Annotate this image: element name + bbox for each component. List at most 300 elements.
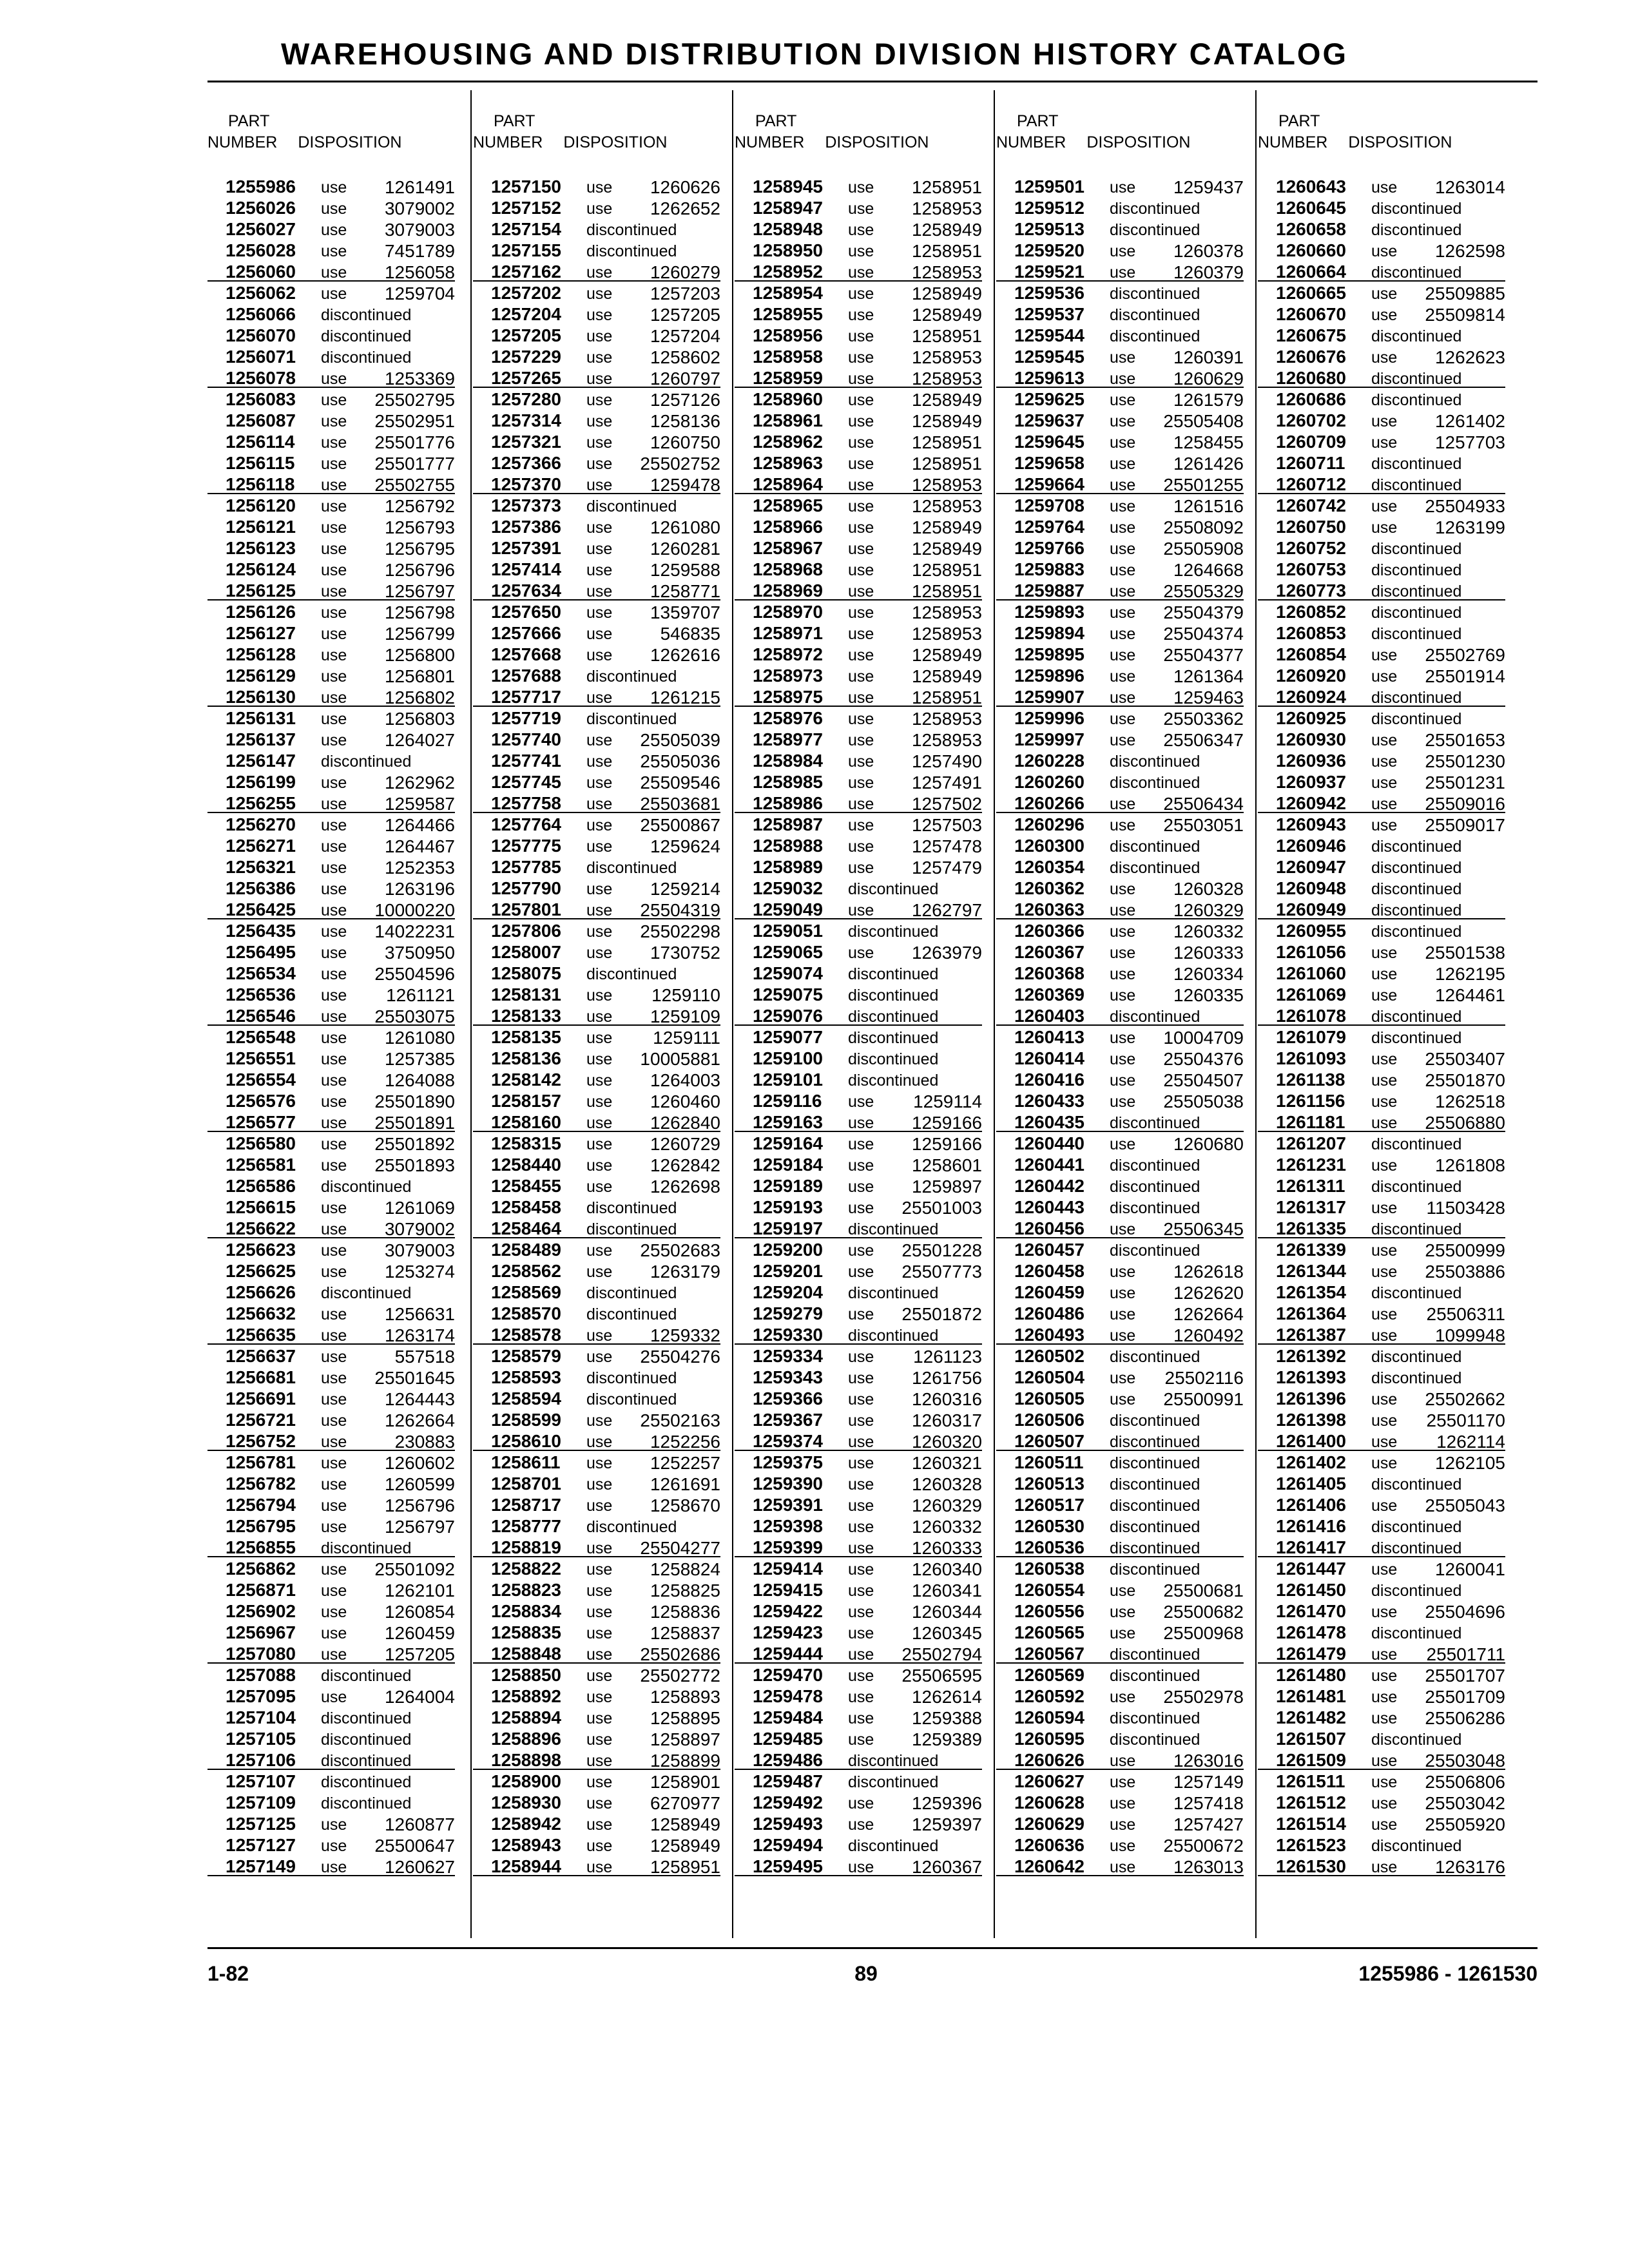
- header-part: PART: [755, 112, 797, 130]
- part-number: 1258964: [753, 474, 824, 494]
- table-row: [996, 1238, 1244, 1260]
- part-number: 1256066: [226, 304, 296, 324]
- disposition-use: use: [321, 689, 347, 707]
- part-number: 1257321: [491, 432, 562, 452]
- table-row: [1258, 834, 1505, 856]
- replacement-part-number: 25500991: [1163, 1389, 1244, 1409]
- disposition-use: use: [321, 1199, 347, 1217]
- replacement-part-number: 1262664: [1173, 1304, 1244, 1324]
- table-row: [735, 367, 982, 388]
- disposition-use: use: [321, 795, 347, 813]
- part-number: 1256623: [226, 1240, 296, 1260]
- table-row: [473, 1855, 720, 1876]
- part-number: 1260368: [1014, 963, 1085, 983]
- table-row: [996, 1557, 1244, 1579]
- disposition-use: use: [321, 1412, 347, 1430]
- table-row: [473, 1472, 720, 1494]
- part-number: 1260930: [1276, 729, 1347, 749]
- table-row: [473, 579, 720, 601]
- disposition-use: use: [586, 1157, 613, 1175]
- part-number: 1261416: [1276, 1516, 1347, 1536]
- part-number: 1256062: [226, 283, 296, 303]
- table-row: [1258, 1812, 1505, 1834]
- table-row: [1258, 919, 1505, 941]
- disposition-use: use: [586, 1582, 613, 1600]
- replacement-part-number: 1258953: [911, 262, 982, 282]
- disposition-text: discontinued: [848, 880, 939, 898]
- disposition-use: use: [321, 838, 347, 856]
- disposition-text: discontinued: [1371, 1539, 1462, 1557]
- part-number: 1260750: [1276, 517, 1347, 537]
- disposition-use: use: [1110, 1582, 1136, 1600]
- disposition-use: use: [1371, 1199, 1398, 1217]
- disposition-use: use: [321, 710, 347, 728]
- disposition-use: use: [1110, 1624, 1136, 1642]
- table-row: [207, 1451, 455, 1472]
- replacement-part-number: 25506806: [1425, 1772, 1505, 1792]
- replacement-part-number: 25501170: [1426, 1410, 1505, 1430]
- part-number: 1258959: [753, 368, 824, 388]
- part-number: 1258823: [491, 1580, 562, 1600]
- disposition-use: use: [1110, 1369, 1136, 1387]
- replacement-part-number: 1258949: [650, 1836, 720, 1856]
- replacement-part-number: 1730752: [650, 943, 720, 963]
- part-number: 1261417: [1276, 1537, 1347, 1557]
- disposition-use: use: [848, 901, 874, 919]
- part-number: 1260228: [1014, 751, 1085, 771]
- replacement-part-number: 1260629: [1173, 369, 1244, 389]
- disposition-use: use: [586, 264, 613, 282]
- table-row: [207, 282, 455, 303]
- disposition-use: use: [586, 880, 613, 898]
- part-number: 1260949: [1276, 899, 1347, 919]
- part-number: 1259367: [753, 1410, 824, 1430]
- table-row: [1258, 260, 1505, 282]
- replacement-part-number: 1263196: [384, 879, 455, 899]
- replacement-part-number: 1258601: [911, 1155, 982, 1175]
- disposition-use: use: [1371, 1688, 1398, 1706]
- table-row: [996, 898, 1244, 919]
- table-row: [996, 1408, 1244, 1430]
- part-number: 1259883: [1014, 559, 1085, 579]
- disposition-use: use: [1371, 1390, 1398, 1408]
- replacement-part-number: 1256799: [384, 624, 455, 644]
- table-row: [473, 1791, 720, 1812]
- table-row: [207, 1706, 455, 1727]
- part-number: 1259279: [753, 1303, 824, 1323]
- disposition-text: discontinued: [1110, 838, 1200, 856]
- disposition-text: discontinued: [1371, 710, 1462, 728]
- replacement-part-number: 25506347: [1163, 730, 1244, 750]
- table-row: [735, 771, 982, 792]
- table-row: [207, 1579, 455, 1600]
- part-number: 1261482: [1276, 1707, 1347, 1727]
- replacement-part-number: 25507773: [901, 1262, 982, 1282]
- disposition-use: use: [586, 1773, 613, 1791]
- table-row: [735, 1664, 982, 1685]
- disposition-use: use: [321, 1263, 347, 1281]
- table-row: [1258, 1727, 1505, 1749]
- part-number: 1259116: [753, 1091, 822, 1111]
- replacement-part-number: 1258949: [650, 1814, 720, 1834]
- table-row: [1258, 409, 1505, 430]
- replacement-part-number: 1257126: [650, 390, 720, 410]
- replacement-part-number: 25502772: [640, 1666, 720, 1686]
- table-row: [996, 643, 1244, 664]
- part-number: 1257107: [226, 1771, 296, 1791]
- part-number: 1256027: [226, 219, 296, 239]
- table-row: [207, 813, 455, 834]
- disposition-use: use: [1110, 1688, 1136, 1706]
- part-number: 1256495: [226, 942, 296, 962]
- table-row: [735, 941, 982, 962]
- table-row: [735, 1366, 982, 1387]
- disposition-use: use: [1371, 1794, 1398, 1812]
- part-number: 1258570: [491, 1303, 562, 1323]
- table-row: [207, 1260, 455, 1281]
- replacement-part-number: 25502794: [901, 1644, 982, 1664]
- part-number: 1258489: [491, 1240, 562, 1260]
- table-row: [1258, 1834, 1505, 1855]
- disposition-use: use: [321, 965, 347, 983]
- disposition-use: use: [586, 1816, 613, 1834]
- table-row: [1258, 962, 1505, 983]
- part-number: 1260947: [1276, 857, 1347, 877]
- part-number: 1256060: [226, 262, 296, 282]
- part-number: 1261339: [1276, 1240, 1347, 1260]
- replacement-part-number: 1258949: [911, 666, 982, 686]
- disposition-use: use: [586, 1475, 613, 1494]
- disposition-use: use: [321, 476, 347, 494]
- disposition-use: use: [848, 1199, 874, 1217]
- table-row: [735, 601, 982, 622]
- table-row: [207, 792, 455, 813]
- replacement-part-number: 1259389: [911, 1729, 982, 1749]
- replacement-part-number: 1258825: [650, 1581, 720, 1600]
- part-number: 1258984: [753, 751, 824, 771]
- table-row: [1258, 601, 1505, 622]
- part-number: 1257386: [491, 517, 562, 537]
- disposition-text: discontinued: [1110, 200, 1200, 218]
- replacement-part-number: 1261579: [1173, 390, 1244, 410]
- replacement-part-number: 1359707: [650, 602, 720, 622]
- disposition-use: use: [1110, 476, 1136, 494]
- table-row: [735, 877, 982, 898]
- replacement-part-number: 25509885: [1425, 284, 1505, 303]
- table-row: [996, 601, 1244, 622]
- table-row: [996, 1600, 1244, 1621]
- part-number: 1259545: [1014, 347, 1085, 367]
- header-number: NUMBER: [996, 133, 1066, 151]
- part-number: 1258848: [491, 1644, 562, 1664]
- table-row: [1258, 1557, 1505, 1579]
- table-row: [735, 239, 982, 260]
- header-part: PART: [494, 112, 535, 130]
- disposition-text: discontinued: [1371, 1178, 1462, 1196]
- table-row: [473, 1408, 720, 1430]
- disposition-use: use: [848, 1561, 874, 1579]
- table-row: [473, 856, 720, 877]
- disposition-use: use: [1110, 816, 1136, 834]
- part-number: 1258985: [753, 772, 824, 792]
- part-number: 1260665: [1276, 283, 1347, 303]
- part-number: 1260296: [1014, 814, 1085, 834]
- table-row: [1258, 664, 1505, 686]
- part-number: 1261392: [1276, 1346, 1347, 1366]
- part-number: 1258971: [753, 623, 824, 643]
- part-number: 1256125: [226, 581, 296, 601]
- part-number: 1259201: [753, 1261, 824, 1281]
- table-row: [735, 1302, 982, 1323]
- table-row: [735, 664, 982, 686]
- part-number: 1260459: [1014, 1282, 1085, 1302]
- table-row: [996, 664, 1244, 686]
- disposition-use: use: [586, 327, 613, 345]
- part-number: 1256070: [226, 325, 296, 345]
- replacement-part-number: 1263174: [384, 1325, 455, 1345]
- replacement-part-number: 25503042: [1425, 1793, 1505, 1813]
- part-number: 1260660: [1276, 240, 1347, 260]
- replacement-part-number: 1260341: [911, 1581, 982, 1600]
- part-number: 1256576: [226, 1091, 296, 1111]
- table-row: [207, 430, 455, 452]
- table-row: [996, 919, 1244, 941]
- table-row: [1258, 622, 1505, 643]
- replacement-part-number: 1260333: [911, 1538, 982, 1558]
- replacement-part-number: 25501538: [1425, 943, 1505, 963]
- replacement-part-number: 1257502: [911, 794, 982, 814]
- table-row: [1258, 197, 1505, 218]
- disposition-text: discontinued: [1371, 561, 1462, 579]
- disposition-use: use: [1371, 1157, 1398, 1175]
- table-row: [1258, 1153, 1505, 1175]
- disposition-use: use: [1371, 986, 1398, 1004]
- table-row: [1258, 1621, 1505, 1642]
- disposition-use: use: [848, 646, 874, 664]
- part-number: 1257149: [226, 1856, 296, 1876]
- table-row: [735, 537, 982, 558]
- replacement-part-number: 25502755: [374, 475, 455, 495]
- table-row: [996, 1132, 1244, 1153]
- table-row: [207, 239, 455, 260]
- top-rule: [207, 81, 1537, 82]
- table-row: [473, 707, 720, 728]
- replacement-part-number: 25501228: [901, 1240, 982, 1260]
- replacement-part-number: 1260281: [650, 539, 720, 559]
- disposition-use: use: [321, 646, 347, 664]
- replacement-part-number: 1263199: [1434, 517, 1505, 537]
- part-number: 1259492: [753, 1792, 824, 1812]
- part-number: 1260642: [1014, 1856, 1085, 1876]
- table-row: [207, 537, 455, 558]
- disposition-text: discontinued: [321, 1794, 412, 1812]
- table-row: [1258, 728, 1505, 749]
- table-row: [735, 1579, 982, 1600]
- disposition-use: use: [1371, 1412, 1398, 1430]
- disposition-use: use: [1371, 774, 1398, 792]
- disposition-use: use: [1110, 1773, 1136, 1791]
- table-row: [1258, 792, 1505, 813]
- replacement-part-number: 25502116: [1164, 1368, 1244, 1388]
- table-row: [735, 430, 982, 452]
- table-row: [735, 813, 982, 834]
- part-number: 1256124: [226, 559, 296, 579]
- table-row: [207, 345, 455, 367]
- replacement-part-number: 1264027: [384, 730, 455, 750]
- replacement-part-number: 1258951: [911, 454, 982, 474]
- replacement-part-number: 1262620: [1173, 1283, 1244, 1303]
- replacement-part-number: 1256801: [384, 666, 455, 686]
- table-row: [735, 1345, 982, 1366]
- part-number: 1257790: [491, 878, 562, 898]
- disposition-use: use: [586, 774, 613, 792]
- table-row: [1258, 282, 1505, 303]
- table-row: [735, 962, 982, 983]
- replacement-part-number: 1259332: [650, 1325, 720, 1345]
- table-row: [473, 1770, 720, 1791]
- part-number: 1257668: [491, 644, 562, 664]
- replacement-part-number: 25500647: [374, 1836, 455, 1856]
- catalog-column: [473, 111, 720, 1877]
- disposition-use: use: [1110, 625, 1136, 643]
- part-number: 1257104: [226, 1707, 296, 1727]
- replacement-part-number: 230883: [394, 1432, 455, 1452]
- part-number: 1261530: [1276, 1856, 1347, 1876]
- disposition-use: use: [321, 625, 347, 643]
- disposition-use: use: [586, 923, 613, 941]
- part-number: 1260486: [1014, 1303, 1085, 1323]
- table-row: [1258, 1408, 1505, 1430]
- table-row: [207, 1727, 455, 1749]
- replacement-part-number: 1264467: [384, 836, 455, 856]
- table-row: [473, 664, 720, 686]
- table-row: [996, 1451, 1244, 1472]
- part-number: 1258930: [491, 1792, 562, 1812]
- disposition-use: use: [1110, 1327, 1136, 1345]
- part-number: 1257650: [491, 602, 562, 622]
- table-row: [207, 452, 455, 473]
- table-row: [473, 367, 720, 388]
- table-row: [473, 1664, 720, 1685]
- part-number: 1260556: [1014, 1601, 1085, 1621]
- table-row: [1258, 218, 1505, 239]
- part-number: 1256855: [226, 1537, 296, 1557]
- disposition-use: use: [321, 200, 347, 218]
- disposition-text: discontinued: [1110, 1242, 1200, 1260]
- replacement-part-number: 3750950: [384, 943, 455, 963]
- disposition-use: use: [1110, 497, 1136, 515]
- table-row: [207, 218, 455, 239]
- part-number: 1258135: [491, 1027, 562, 1047]
- part-number: 1258898: [491, 1750, 562, 1770]
- table-row: [473, 1196, 720, 1217]
- replacement-part-number: 25509814: [1425, 305, 1505, 325]
- disposition-text: discontinued: [1110, 1178, 1200, 1196]
- part-number: 1257745: [491, 772, 562, 792]
- table-row: [207, 1323, 455, 1345]
- replacement-part-number: 1261491: [384, 177, 455, 197]
- disposition-text: discontinued: [1371, 1008, 1462, 1026]
- disposition-use: use: [1110, 1284, 1136, 1302]
- part-number: 1257366: [491, 453, 562, 473]
- table-row: [735, 834, 982, 856]
- disposition-use: use: [586, 561, 613, 579]
- disposition-text: discontinued: [321, 1539, 412, 1557]
- disposition-use: use: [848, 200, 874, 218]
- disposition-use: use: [1110, 1816, 1136, 1834]
- table-row: [207, 1238, 455, 1260]
- part-number: 1259200: [753, 1240, 824, 1260]
- table-row: [735, 1090, 982, 1111]
- replacement-part-number: 25502298: [640, 921, 720, 941]
- table-row: [207, 1621, 455, 1642]
- table-row: [996, 1068, 1244, 1090]
- replacement-part-number: 1262623: [1434, 347, 1505, 367]
- part-number: 1261156: [1276, 1091, 1345, 1111]
- replacement-part-number: 1256800: [384, 645, 455, 665]
- replacement-part-number: 1258949: [911, 220, 982, 240]
- disposition-text: discontinued: [586, 1518, 677, 1536]
- table-row: [1258, 898, 1505, 919]
- table-row: [735, 1621, 982, 1642]
- column-header: [473, 111, 720, 153]
- part-number: 1257801: [491, 899, 562, 919]
- table-row: [473, 1557, 720, 1579]
- table-row: [1258, 1387, 1505, 1408]
- table-row: [207, 303, 455, 324]
- table-row: [735, 1408, 982, 1430]
- disposition-use: use: [321, 816, 347, 834]
- table-row: [996, 260, 1244, 282]
- part-number: 1260435: [1014, 1112, 1085, 1132]
- part-number: 1261387: [1276, 1325, 1347, 1345]
- part-number: 1259487: [753, 1771, 824, 1791]
- part-number: 1258717: [491, 1495, 562, 1515]
- disposition-use: use: [848, 816, 874, 834]
- disposition-use: use: [586, 1050, 613, 1068]
- part-number: 1260414: [1014, 1048, 1085, 1068]
- replacement-part-number: 1258951: [911, 432, 982, 452]
- part-number: 1258578: [491, 1325, 562, 1345]
- part-number: 1258972: [753, 644, 824, 664]
- table-row: [207, 898, 455, 919]
- part-number: 1258943: [491, 1835, 562, 1855]
- table-row: [207, 1430, 455, 1451]
- table-row: [207, 197, 455, 218]
- table-row: [207, 515, 455, 537]
- replacement-part-number: 1258837: [650, 1623, 720, 1643]
- table-row: [207, 324, 455, 345]
- replacement-part-number: 1263016: [1173, 1751, 1244, 1771]
- table-row: [473, 1494, 720, 1515]
- replacement-part-number: 1263014: [1434, 177, 1505, 197]
- part-number: 1258160: [491, 1112, 562, 1132]
- part-number: 1257775: [491, 836, 562, 856]
- replacement-part-number: 1262840: [650, 1113, 720, 1133]
- part-number: 1258579: [491, 1346, 562, 1366]
- disposition-use: use: [1110, 1858, 1136, 1876]
- disposition-use: use: [321, 1220, 347, 1238]
- part-number: 1259398: [753, 1516, 824, 1536]
- disposition-text: discontinued: [1110, 1348, 1200, 1366]
- replacement-part-number: 1257385: [384, 1049, 455, 1069]
- disposition-use: use: [586, 1008, 613, 1026]
- part-number: 1258987: [753, 814, 824, 834]
- replacement-part-number: 25506880: [1425, 1113, 1505, 1133]
- table-row: [1258, 1238, 1505, 1260]
- disposition-use: use: [848, 1624, 874, 1642]
- table-row: [996, 1090, 1244, 1111]
